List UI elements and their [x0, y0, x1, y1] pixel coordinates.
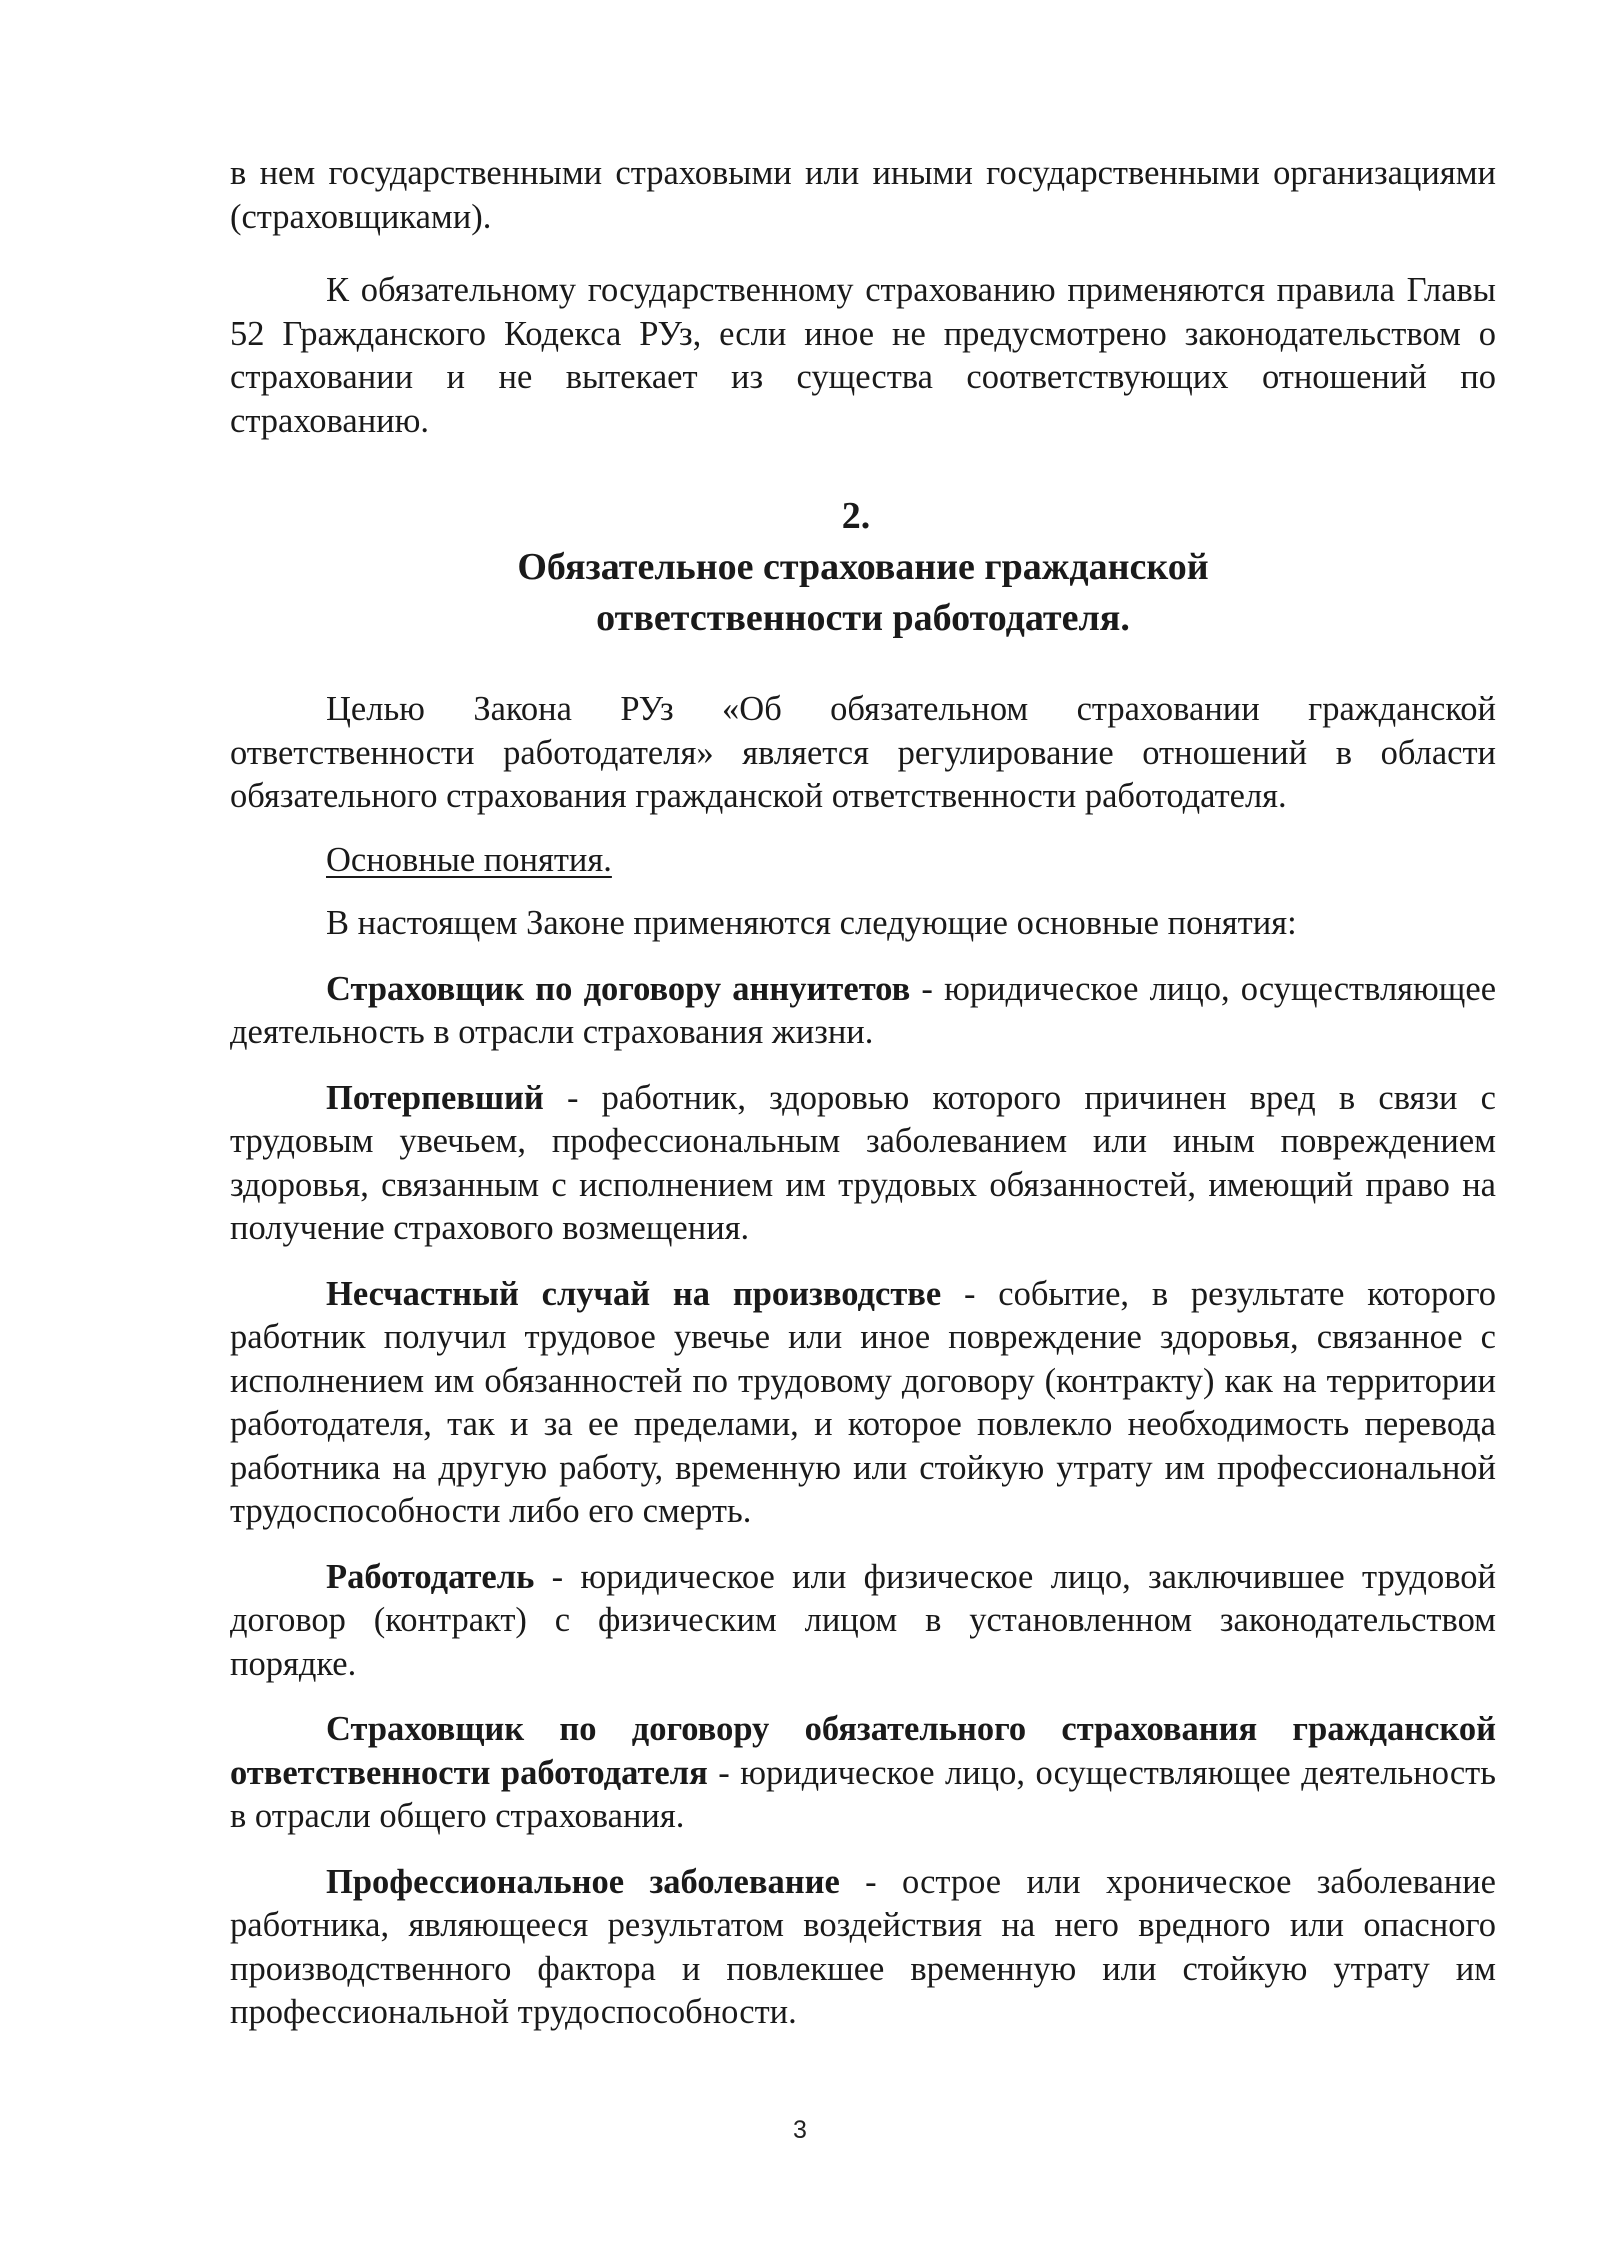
definition-text: - событие, в результате которого работник получил трудовое увечье или иное повреждение здоровья, связанное с исполнением им обязанностей по трудовому договору (контракту) как на территории работодателя, так и за ее пределами, и которое повлекло необходимость перевода работника на другую работу, временную или стойкую утрату им профессиональной трудоспособности либо его смерть.	[230, 1274, 1496, 1530]
definition-term: Работодатель	[326, 1557, 535, 1596]
section-title-line-1: Обязательное страхование гражданской	[517, 546, 1209, 588]
definition-paragraph-employer	[230, 1556, 1496, 1687]
definition-text: - юридическое лицо, осуществляющее деятельность в отрасли общего страхования.	[230, 1753, 1496, 1835]
definition-text: - работник, здоровью которого причинен вред в связи с трудовым увечьем, профессиональным заболеванием или иным повреждением здоровья, связанным с исполнением им трудовых обязанностей, имеющий право на получение страхового возмещения.	[230, 1078, 1496, 1247]
page-number: 3	[793, 2116, 807, 2144]
concepts-heading: Основные понятия.	[326, 840, 612, 879]
page-body	[230, 152, 1496, 2035]
intro-rules-paragraph: К обязательному государственному страхованию применяются правила Главы 52 Гражданского Кодекса РУз, если иное не предусмотрено законодательством о страховании и не вытекает из существа соответствующих отношений по страхованию.	[230, 271, 1496, 440]
definition-term: Страховщик по договору аннуитетов	[326, 969, 911, 1008]
section-title-line-2: ответственности работодателя.	[596, 597, 1130, 639]
concepts-intro-paragraph: В настоящем Законе применяются следующие основные понятия:	[326, 904, 1297, 942]
intro-continuation-paragraph: в нем государственными страховыми или иными государственными организациями (страховщиками).	[230, 154, 1496, 236]
section-number: 2.	[841, 495, 871, 537]
definition-term: Потерпевший	[326, 1078, 544, 1117]
definition-paragraph-annuity-insurer	[230, 968, 1496, 1055]
concepts-heading-paragraph	[230, 839, 1496, 883]
definition-paragraph-liability-insurer	[230, 1708, 1496, 1839]
definition-term: Профессиональное заболевание	[326, 1862, 840, 1901]
definition-text: - юридическое или физическое лицо, заключившее трудовой договор (контракт) с физическим лицом в установленном законодательством порядке.	[230, 1557, 1496, 1683]
definition-text: - юридическое лицо, осуществляющее деятельность в отрасли страхования жизни.	[230, 969, 1497, 1051]
section-heading	[230, 491, 1496, 644]
definition-paragraph-victim	[230, 1077, 1496, 1251]
purpose-paragraph: Целью Закона РУз «Об обязательном страховании гражданской ответственности работодателя» является регулирование отношений в области обязательного страхования гражданской ответственности работодателя.	[230, 690, 1496, 815]
definition-paragraph-workplace-accident	[230, 1273, 1496, 1534]
definition-term: Несчастный случай на производстве	[326, 1274, 942, 1313]
definition-paragraph-occupational-disease	[230, 1861, 1496, 2035]
section-heading-line-1	[230, 491, 1496, 593]
definition-term: Страховщик по договору обязательного страхования гражданской ответственности работодателя	[230, 1710, 1496, 1792]
definition-text: - острое или хроническое заболевание работника, являющееся результатом воздействия на него вредного или опасного производственного фактора и повлекшее временную или стойкую утрату им профессиональной трудоспособности.	[230, 1862, 1496, 2031]
